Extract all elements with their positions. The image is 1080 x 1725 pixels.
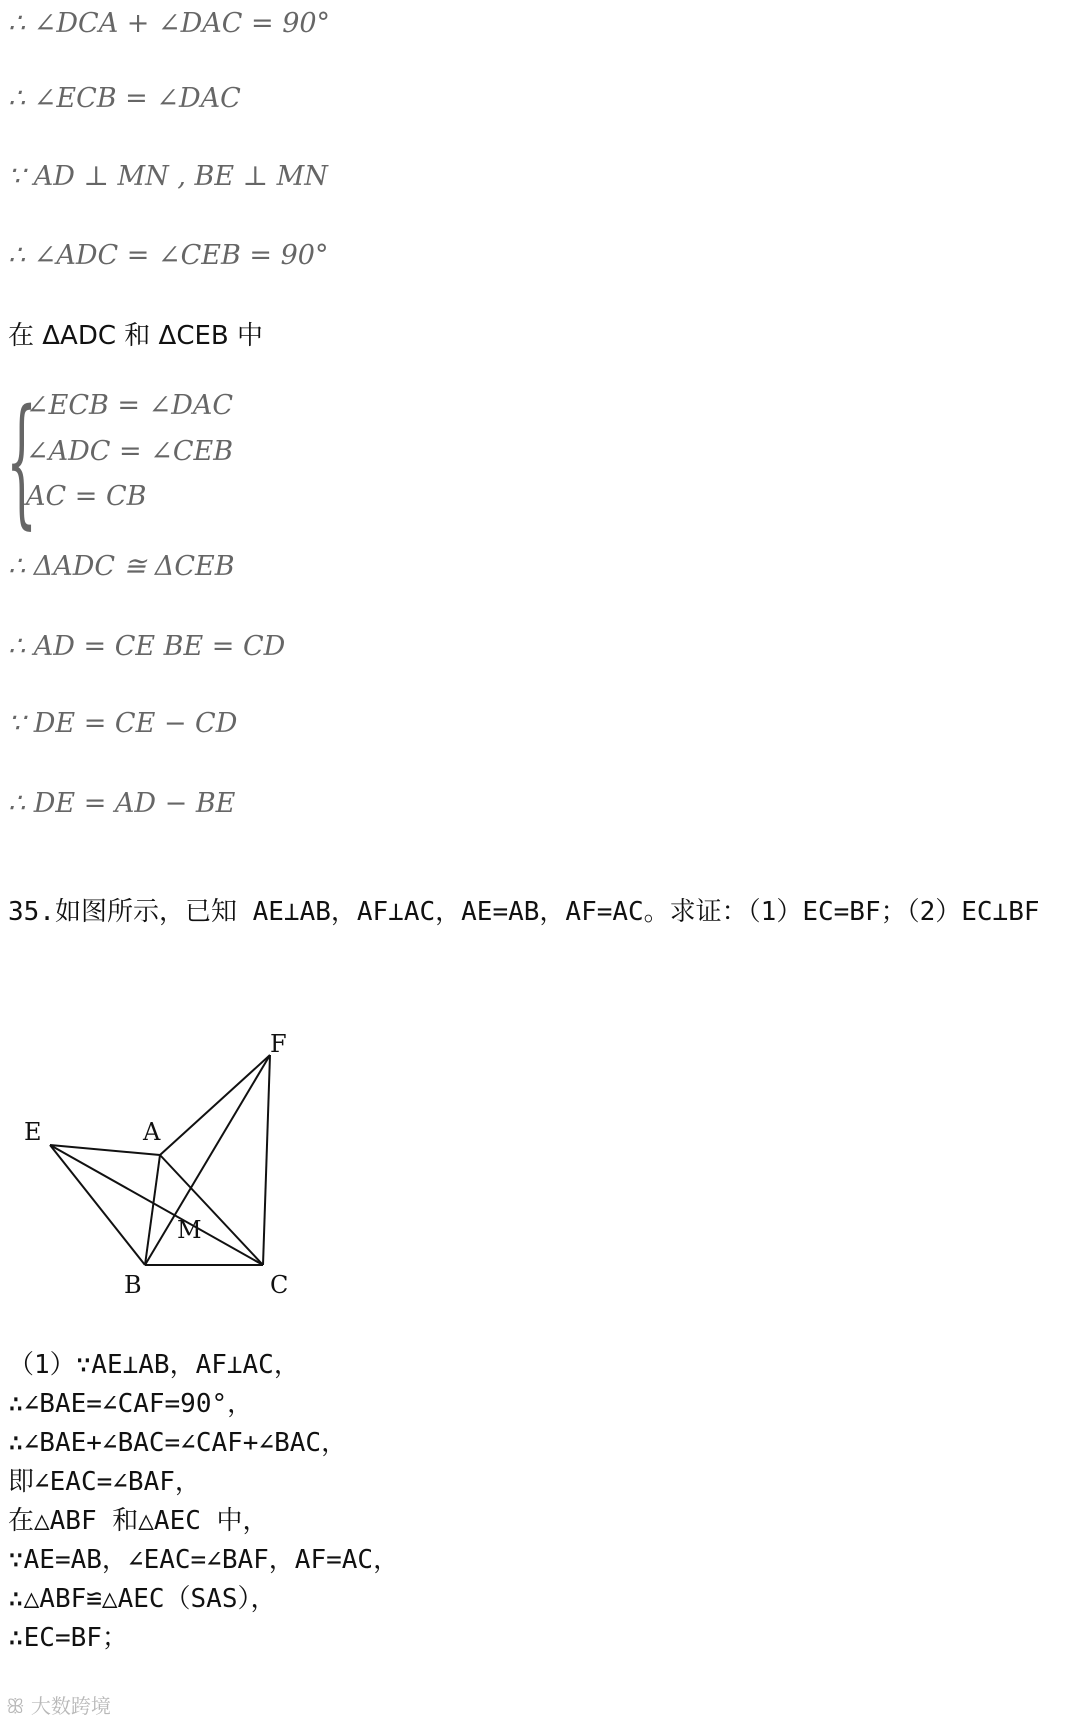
label-B: B — [124, 1271, 142, 1299]
segment-AF — [160, 1055, 270, 1155]
solution-line-5: 在△ABF 和△AEC 中， — [8, 1506, 269, 1536]
solution-line-6: ∵AE=AB，∠EAC=∠BAF，AF=AC， — [8, 1545, 400, 1575]
proof-line-3: ∵ AD ⊥ MN , BE ⊥ MN — [8, 161, 328, 192]
segment-EB — [50, 1145, 145, 1265]
system-line-1: ∠ECB = ∠DAC — [26, 390, 234, 421]
proof-line-8: ∵ DE = CE − CD — [8, 708, 238, 739]
solution-line-2: ∴∠BAE=∠CAF=90°， — [8, 1389, 254, 1419]
proof-line-1: ∴ ∠DCA + ∠DAC = 90° — [8, 8, 331, 39]
proof-line-7: ∴ AD = CE BE = CD — [8, 631, 286, 662]
proof-line-2: ∴ ∠ECB = ∠DAC — [8, 83, 241, 114]
system-brace: { — [6, 380, 38, 543]
label-C: C — [270, 1271, 289, 1299]
solution-line-3: ∴∠BAE+∠BAC=∠CAF+∠BAC， — [8, 1428, 348, 1458]
proof-line-5: 在 ΔADC 和 ΔCEB 中 — [8, 321, 264, 351]
label-E: E — [24, 1118, 42, 1146]
segment-AC — [160, 1155, 263, 1265]
label-M: M — [177, 1216, 202, 1244]
watermark-text: 大数跨境 — [30, 1694, 111, 1718]
proof-line-9: ∴ DE = AD − BE — [8, 788, 236, 819]
proof-line-4: ∴ ∠ADC = ∠CEB = 90° — [8, 240, 329, 271]
solution-line-8: ∴EC=BF； — [8, 1623, 128, 1653]
segment-AB — [145, 1155, 160, 1265]
problem-35-statement: 35.如图所示，已知 AE⊥AB，AF⊥AC，AE=AB，AF=AC。求证：（1）EC=BF；（2）EC⊥BF — [8, 897, 1040, 927]
solution-line-7: ∴△ABF≌△AEC（SAS）， — [8, 1584, 277, 1614]
label-F: F — [270, 1030, 287, 1058]
watermark — [6, 1690, 111, 1719]
proof-line-6: ∴ ΔADC ≅ ΔCEB — [8, 551, 235, 582]
system-line-3: AC = CB — [26, 481, 147, 512]
label-A: A — [143, 1118, 161, 1146]
solution-line-1: （1）∵AE⊥AB，AF⊥AC， — [8, 1350, 300, 1380]
watermark-logo: ꕥ — [6, 1694, 31, 1718]
system-line-2: ∠ADC = ∠CEB — [26, 436, 234, 467]
geometry-figure — [0, 1010, 330, 1310]
solution-line-4: 即∠EAC=∠BAF， — [8, 1467, 201, 1497]
segment-CF — [263, 1055, 270, 1265]
